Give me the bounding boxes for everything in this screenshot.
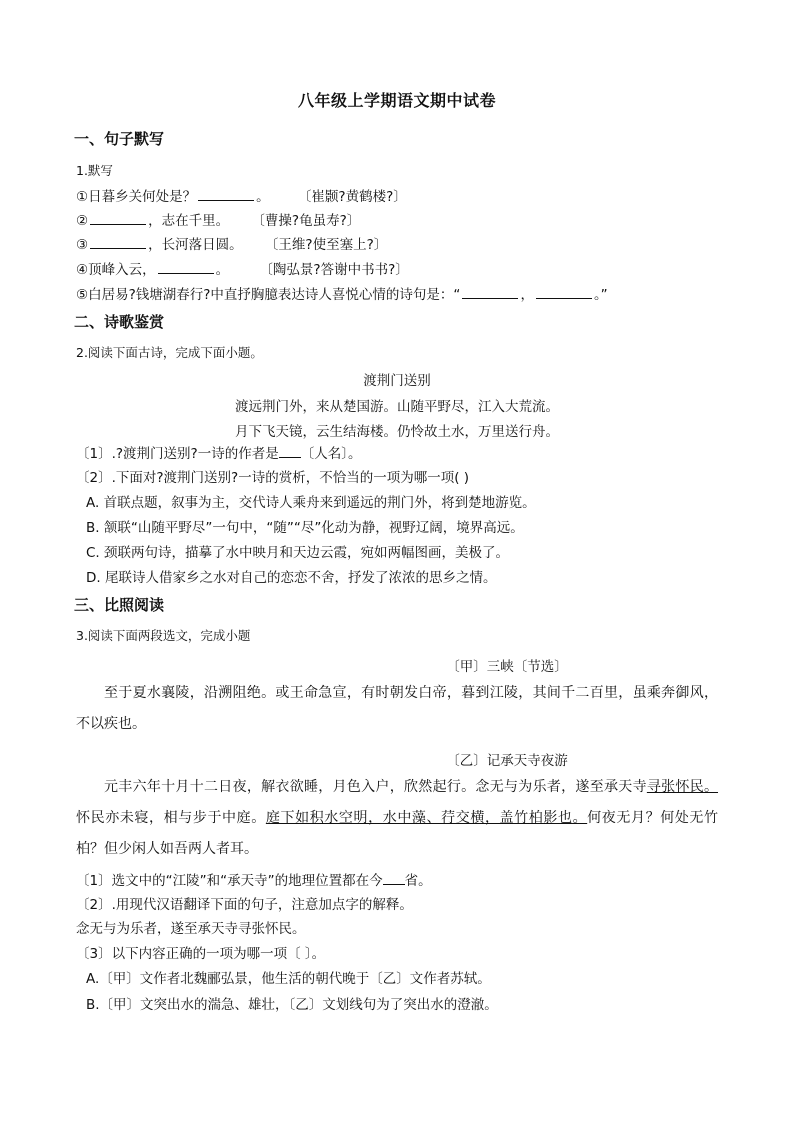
passage-b-title: 〔乙〕记承天寺夜游 — [446, 753, 568, 769]
page-title: 八年级上学期语文期中试卷 — [297, 91, 496, 110]
answer-blank[interactable] — [383, 871, 405, 885]
option-a: A.〔甲〕文作者北魏郦弘景，他生活的朝代晚于〔乙〕文作者苏轼。 — [86, 971, 491, 987]
option-b: B.〔甲〕文突出水的湍急、雄壮，〔乙〕文划线句为了突出水的澄澈。 — [86, 997, 498, 1013]
question-2-label: 2.阅读下面古诗，完成下面小题。 — [76, 345, 263, 360]
source-note: 〔陶弘景?答谢中书书?〕 — [259, 262, 409, 278]
option-a: A. 首联点题，叙事为主，交代诗人乘舟来到遥远的荆门外，将到楚地游览。 — [86, 495, 536, 511]
answer-blank[interactable] — [198, 187, 254, 201]
question-3-sub-1: 〔1〕选文中的“江陵”和“承天寺”的地理位置都在今 省。 — [76, 873, 432, 889]
answer-blank[interactable] — [90, 211, 146, 225]
option-b: B. 颔联“山随平野尽”一句中，“随”“尽”化动为静，视野辽阔，境界高远。 — [86, 520, 524, 536]
answer-blank[interactable] — [536, 285, 592, 299]
passage-b-text: 元丰六年十月十二日夜，解衣欲睡，月色入户，欣然起行。念无与为乐者，遂至承天寺寻张怀民。怀民亦未寝，相与步于中庭。庭下如积水空明，水中藻、荇交横，盖竹柏影也。何夜无月？何处无竹柏？但少闲人如吾两人者耳。 — [76, 779, 719, 857]
question-2-sub-1: 〔1〕.?渡荆门送别?一诗的作者是 〔人名〕。 — [76, 446, 362, 462]
dictation-item-1: ①日暮乡关何处是？ 。 〔崔颢?黄鹤楼?〕 — [76, 189, 407, 205]
answer-blank[interactable] — [158, 260, 214, 274]
poem-line-1: 渡远荆门外，来从楚国游。山随平野尽，江入大荒流。 — [235, 399, 559, 415]
dictation-item-4: ④顶峰入云， 。 〔陶弘景?答谢中书书?〕 — [76, 262, 409, 278]
question-3-label: 3.阅读下面两段选文，完成小题 — [76, 628, 251, 643]
passage-a-text: 至于夏水襄陵，沿溯阻绝。或王命急宣，有时朝发白帝，暮到江陵，其间千二百里，虽乘奔御风，不以疾也。 — [76, 685, 718, 732]
section-heading-2: 二、诗歌鉴赏 — [74, 313, 165, 331]
option-c: C. 颈联两句诗，描摹了水中映月和天边云霞，宛如两幅图画，美极了。 — [86, 545, 510, 561]
dictation-item-3: ③ ，长河落日圆。 〔王维?使至塞上?〕 — [76, 237, 388, 253]
answer-blank[interactable] — [462, 285, 518, 299]
question-1-label: 1.默写 — [76, 163, 113, 178]
question-3-sub-3: 〔3〕以下内容正确的一项为哪一项〔 〕。 — [76, 946, 326, 962]
source-note: 〔崔颢?黄鹤楼?〕 — [297, 189, 407, 205]
poem-line-2: 月下飞天镜，云生结海楼。仍怜故土水，万里送行舟。 — [235, 424, 559, 440]
underlined-phrase: 寻张怀民。 — [646, 779, 719, 795]
dictation-item-2: ② ，志在千里。 〔曹操?龟虽寿?〕 — [76, 213, 361, 229]
source-note: 〔王维?使至塞上?〕 — [264, 237, 388, 253]
section-heading-1: 一、句子默写 — [74, 130, 165, 148]
option-d: D. 尾联诗人借家乡之水对自己的恋恋不舍，抒发了浓浓的思乡之情。 — [86, 570, 497, 586]
source-note: 〔曹操?龟虽寿?〕 — [251, 213, 361, 229]
question-2-sub-2: 〔2〕.下面对?渡荆门送别?一诗的赏析，不恰当的一项为哪一项( ) — [76, 470, 470, 486]
passage-a-title: 〔甲〕三峡〔节选〕 — [446, 659, 568, 675]
section-heading-3: 三、比照阅读 — [74, 596, 165, 614]
question-3-sub-2: 〔2〕.用现代汉语翻译下面的句子，注意加点字的解释。 — [76, 897, 413, 913]
poem-title: 渡荆门送别 — [363, 373, 431, 389]
dictation-item-5: ⑤白居易?钱塘湖春行?中直抒胸臆表达诗人喜悦心情的诗句是：“ ， 。” — [76, 287, 608, 303]
answer-blank[interactable] — [90, 235, 146, 249]
question-3-sentence: 念无与为乐者，遂至承天寺寻张怀民。 — [76, 921, 306, 937]
underlined-sentence: 庭下如积水空明，水中藻、荇交横，盖竹柏影也。 — [265, 810, 588, 826]
answer-blank[interactable] — [279, 444, 301, 458]
